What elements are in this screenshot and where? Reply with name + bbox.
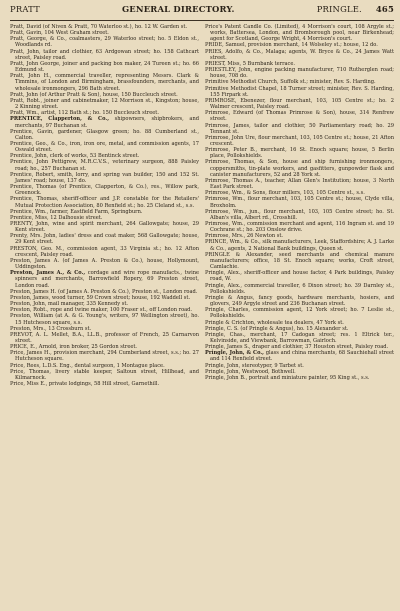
entry-name: PREVOT, A. L. Mellet,: [10, 331, 70, 338]
entry-details: provision merchant, 294 Cumberland street, s.s.; ho. 27 Hutcheson square.: [15, 350, 199, 363]
entry-details: 70 Waterloo st.), ho. 12 W. Garden st.: [90, 24, 188, 30]
directory-entry: [10, 61, 199, 73]
directory-entry: [10, 98, 199, 110]
entry-name: Primitive Methodist Chapel,: [205, 85, 279, 92]
entry-details: stereotyper, 9 Tarbet st.: [241, 362, 304, 369]
entry-name: Primrose, Thomas,: [205, 159, 256, 166]
entry-details: B.A., LL.B., professor of French, 25 Carnarvon street.: [15, 331, 199, 344]
left-column: [10, 24, 199, 387]
entry-name: Pringle, John B.,: [205, 374, 248, 381]
entry-name: Primitive Methodist Church,: [205, 79, 279, 86]
directory-entry: [205, 110, 394, 122]
entry-details: 12 Dalhousie street.: [50, 214, 103, 221]
directory-entry: [10, 313, 199, 325]
entry-details: farmer, Eastfield Farm, Springburn.: [49, 208, 143, 215]
entry-name: Pratt, John George,: [10, 60, 61, 67]
entry-details: rope and twine maker, 100 Fraser st., off London road.: [50, 307, 193, 314]
header-left: PRATT: [10, 4, 40, 14]
entry-name: PRINCE, Wm., & Co.,: [205, 239, 261, 246]
entry-details: (at A. & G. Young's, writers, 97 Wellington street), ho. 15 Hutcheson square, s.s.: [15, 313, 199, 326]
entry-details: flour merchant, 103, 105 Centre st.; house, 21 Afton crescent.: [210, 134, 394, 147]
directory-entry: [10, 172, 199, 184]
entry-name: Preston, Mrs.,: [10, 325, 47, 332]
entry-name: Pratt, David (of Niven & Pratt,: [10, 24, 89, 30]
entry-details: 104 West Graham street.: [44, 30, 109, 37]
directory-entry: [205, 375, 394, 381]
entry-name: Pratt, Robt.,: [10, 97, 43, 104]
entry-name: Primrose, Wm.,: [205, 208, 247, 215]
entry-name: Preston, John,: [10, 301, 47, 308]
entry-name: Pratt, Gavin,: [10, 30, 43, 37]
directory-entry: [10, 196, 199, 208]
directory-entry: [10, 350, 199, 362]
entry-details: flour merchant, 103, 105 Centre st.; house, Clyde villa, Broxholm.: [210, 196, 394, 209]
entry-details: seed merchants and chemical manure manufacturers; office, 18 St. Enoch square; works, Croft street, Camlachie.: [210, 251, 394, 271]
entry-details: artist, 112 Bath st.; ho. 150 Buccleuch street.: [41, 110, 159, 117]
entry-name: Primrose, John Ure,: [205, 134, 257, 141]
directory-entry: [205, 270, 394, 282]
entry-details: teacher, Allan Glen's Institution; house, 3 North East Park street.: [210, 177, 394, 191]
entry-details: commercial traveller, 6 Dixon street; ho. 39 Darnley st., Pollokshields.: [210, 282, 394, 295]
entry-name: Preston, Robt.,: [10, 307, 49, 314]
entry-name: Preston, James H.: [10, 288, 57, 295]
directory-entry: [205, 283, 394, 295]
entry-name: Pratt, John H.,: [10, 73, 52, 80]
entry-name: PRINGLE & Alexander,: [205, 251, 274, 258]
entry-name: Pringle, John,: [205, 368, 241, 375]
directory-entry: [205, 209, 394, 221]
directory-entry: [205, 147, 394, 159]
entry-name: Primrose, Wm.,: [205, 196, 246, 203]
entry-name: Price, Thomas,: [10, 368, 52, 375]
entry-details: sheriff-officer and J.P. constable for the Retailers' Mutual Protection Association, 80 Renfield st.; ho. 25 Cleland st., s.s.: [15, 196, 199, 209]
entry-name: Price's Patent Candle Co.: [205, 24, 273, 30]
entry-details: portrait and miniature painter, 95 King st., s.s.: [248, 374, 370, 381]
entry-name: Primrose, Wm.,: [205, 190, 245, 197]
page-header: [10, 4, 394, 18]
directory-entry: [205, 24, 394, 42]
entry-name: Prentice, Wm.,: [10, 208, 49, 215]
entry-details: & Co., coalmasters, 29 Waterloo street; ho. 5 Eldon st., Woodlands rd.: [15, 36, 199, 49]
entry-details: & Co., iron, iron ore, metal, and commission agents, 17 Oswald street.: [15, 140, 199, 154]
entry-name: PRIESTLEY, John,: [205, 67, 253, 74]
entry-name: PRIMROSE, Ebenezer,: [205, 97, 266, 104]
directory-entry: [10, 49, 199, 61]
entry-name: Pratt, George,: [10, 36, 48, 43]
entry-name: PRENTICE, Clapperton, & Co.,: [10, 116, 109, 123]
entry-name: PRICE, E., Arnold,: [10, 344, 58, 351]
entry-name: Price, Miss E.,: [10, 381, 48, 388]
directory-entry: [10, 159, 199, 171]
entry-details: fancy goods, hardware merchants, hosiers, and glovers, 249 Argyle street and 236 Buchanan street.: [210, 294, 394, 308]
entry-name: Primrose, Peter B.,: [205, 147, 258, 154]
entry-details: commission agent, 12 York street; ho. 7 Leslie st., Pollokshields.: [210, 307, 394, 320]
entry-details: draper and clothier, 37 Houston street, Paisley road.: [252, 344, 389, 351]
entry-details: & Sons, flour millers, 103, 105 Centre st., s.s.: [246, 190, 365, 197]
directory-entry: [10, 258, 199, 270]
entry-details: tailor and clothier, 63 Ardgowan street; ho. 158 Cathcart street, Paisley road.: [15, 48, 199, 61]
entry-name: Prentice, Geo.,: [10, 140, 49, 147]
entry-name: Prentice, Thomas,: [10, 196, 59, 203]
entry-name: Primrose, James,: [205, 122, 251, 129]
entry-details: joiner and cabinetmaker, 12 Morrison st., Kingston; house, 2 Kinning street.: [15, 97, 199, 111]
entry-name: Pratt, John,: [10, 48, 41, 55]
entry-details: L.D.S. Eng., dental surgeon, 1 Montague place.: [42, 362, 165, 369]
entry-details: (of Thomas Primrose & Son), house, 314 Renfrew street.: [210, 110, 394, 123]
entry-details: commercial traveller, representing Messrs. Clark & Timmins, of London and Birmingham, brassfounders, merchants, and wholesale ironmongers, 296 Bath street.: [15, 73, 199, 92]
directory-entry: [205, 239, 394, 251]
entry-name: Pratt, Wm.,: [10, 110, 40, 117]
entry-name: Pringle, Alex.,: [205, 282, 243, 289]
directory-entry: [10, 332, 199, 344]
entry-details: Malaga; agents, W. Bryce & Co., 24 James Watt street.: [210, 48, 394, 61]
entry-details: commission merchant and agent, 116 Ingram st. and 19 Cochrane st.; ho. 203 Onslow drive.: [210, 221, 394, 234]
entry-details: 5 Burnbank terrace.: [242, 60, 296, 67]
directory-entry: [205, 123, 394, 135]
entry-details: Pettigrew, M.R.C.V.S., veterinary surgeon, 888 Paisley road; ho., 257 Buchanan st.: [15, 159, 199, 172]
directory-entry: [10, 184, 199, 196]
directory-entry: [10, 233, 199, 245]
entry-details: cordage and wire rope manufacts., twine spinners and merchants, Barrowfield Ropery, 69 Preston street, London road.: [15, 270, 199, 289]
directory-entry: [205, 332, 394, 344]
entry-name: Prentice, John: [10, 159, 49, 166]
directory-columns: [10, 24, 394, 387]
page-number: 465: [375, 4, 394, 14]
entry-name: Pringle, John, & Co.,: [205, 350, 264, 357]
entry-details: provision merchant, 14 Wolseley st.; house, 12 do.: [247, 42, 378, 49]
entry-details: 18 Turner street; minister, Rev. S. Harding, 155 Firpark st.: [210, 85, 394, 98]
directory-entry: [10, 246, 199, 258]
entry-details: (of James A. Preston & Co.), house, Hollymount, Uddingston.: [15, 257, 199, 271]
entry-details: 26 Newton st.: [246, 233, 284, 240]
directory-entry: [10, 381, 199, 387]
entry-details: iron broker, 25 Gordon street.: [59, 344, 138, 351]
directory-entry: [205, 350, 394, 362]
header-right: PRINGLE.: [316, 4, 362, 14]
directory-entry: [10, 116, 199, 128]
header-rule: [10, 20, 394, 21]
entry-details: sheriff-officer and house factor, 4 Park buildings, Paisley road, W.: [210, 270, 394, 283]
entry-details: clerk of works, 53 Bentinck street.: [49, 153, 140, 160]
directory-entry: [10, 141, 199, 153]
entry-name: Preston, William: [10, 313, 54, 320]
entry-name: PRIEST, Miss,: [205, 60, 242, 67]
entry-name: Pringle, James S.,: [205, 344, 251, 351]
entry-name: Prentice, Thomas: [10, 184, 57, 191]
directory-entry: [10, 129, 199, 141]
entry-details: shipowners, shipbrokers, and merchants, 97 Buchanan st.: [15, 116, 199, 129]
right-column: [205, 24, 394, 387]
entry-details: flour merchant, 103, 105 Centre st.; ho. 2 Walmer crescent, Paisley road.: [210, 97, 394, 111]
directory-entry: [205, 67, 394, 79]
entry-details: glass and china merchants, 68 Sauchiehall street and 114 Renfield street.: [210, 350, 394, 363]
header-title: GENERAL DIRECTORY.: [121, 4, 235, 14]
entry-name: Primrose, Edward: [205, 110, 254, 117]
entry-name: PRENTY, John,: [10, 221, 50, 227]
directory-entry: [205, 159, 394, 177]
entry-details: joiner and packing box maker, 24 Tureen st.; ho. 66 Edmund st.: [15, 60, 199, 74]
entry-details: merchant, 17 Cadogan street; res. 1 Eltrick ter., Kelvinside, and Viewbank, Barrowman, Gairloch.: [210, 331, 394, 344]
entry-details: silk manufacturers, Leek, Staffordshire; A. J. Larke & Co., agents, 2 National Bank buildings, Queen st.: [210, 239, 394, 252]
directory-entry: [10, 73, 199, 91]
entry-details: (of Prentice, Clapperton, & Co.), res., Willow park, Greenock.: [15, 184, 199, 197]
entry-name: PRIDE, Samuel,: [205, 42, 247, 49]
directory-entry: [10, 36, 199, 48]
directory-entry: [205, 252, 394, 270]
directory-entry: [205, 196, 394, 208]
entry-name: PRIES, Adolfo, & Co.,: [205, 48, 264, 55]
entry-details: mail manager, 335 Kennedy st.: [48, 301, 129, 308]
entry-name: Pringle & Angus,: [205, 294, 255, 301]
entry-details: tailor and clothier, 50 Parliamentary road; ho. 29 Tennant st.: [210, 122, 394, 135]
directory-entry: [10, 221, 199, 233]
entry-details: wine and spirit merchant, 264 Gallowgate; house, 29 Kent street.: [15, 221, 199, 234]
entry-details: jun., flour merchant, 103, 105 Centre street; ho. St. Alban's villa, Albert rd., Crosshill.: [210, 208, 394, 221]
entry-name: Primrose, Mrs.,: [205, 233, 246, 240]
entry-name: Pringle, Charles,: [205, 307, 250, 314]
entry-details: gardener, Glasgow green; ho. 88 Cumberland st., Calton.: [15, 128, 199, 141]
entry-name: Prentice, John,: [10, 153, 49, 160]
entry-name: Preston, James A., & Co.,: [10, 270, 86, 277]
directory-entry: [205, 135, 394, 147]
entry-name: Prentice, Robert,: [10, 171, 55, 178]
entry-details: (Limited), 4 Morrison's court, 108 Argyle st.; works, Battersea, London, and Bromborough pool, near Birkenhead; agent for Scotland, George Wright, 4 Morrison's court.: [210, 24, 394, 43]
entry-details: 13 Crossburn st.: [48, 325, 92, 332]
entry-name: Prentice, Gavin,: [10, 128, 54, 135]
entry-name: Prentice, Miss,: [10, 214, 49, 221]
entry-details: & Son, house and ship furnishing ironmongers, coppersmiths, tin-plate workers, and gasfitters, gunpowder flask and canister manufacturers, 52 and 28 York st.: [210, 159, 394, 178]
entry-name: Pringle, Alex.,: [205, 270, 242, 277]
entry-name: Preston, James A.: [10, 257, 60, 264]
directory-entry: [205, 86, 394, 98]
directory-entry: [205, 49, 394, 61]
directory-entry: [205, 178, 394, 190]
entry-details: ladies' dress and coat maker, 568 Gallowgate; house, 29 Kent street.: [15, 233, 199, 246]
entry-name: Price, James H.,: [10, 350, 52, 357]
directory-entry: [205, 98, 394, 110]
entry-details: Westwood, Bothwell.: [241, 368, 296, 375]
entry-details: wood turner, 59 Crown street; house, 192 Waddell st.: [51, 294, 191, 301]
entry-details: Suffolk st.; minister, Rev. S. Harding.: [280, 79, 376, 86]
directory-entry: [10, 270, 199, 288]
entry-details: smith, lorry, and spring van builder, 150 and 152 St. James' road; house, 137 do.: [15, 171, 199, 184]
entry-details: merchant, 16 St. Enoch square; house, 5 Berlin place, Pollokshields.: [210, 147, 394, 160]
directory-entry: [205, 221, 394, 233]
entry-name: Pringle, Chas.,: [205, 331, 246, 338]
directory-entry: [10, 369, 199, 381]
entry-details: commission agent, 33 Virginia st.; ho. 12 Afton crescent, Paisley road.: [15, 245, 199, 258]
entry-name: PRESTON, Geo. M.,: [10, 245, 65, 252]
entry-name: Prenty, Mrs. John,: [10, 233, 58, 240]
entry-details: (of Pringle & Angus), ho. 15 Alexander st.: [240, 325, 349, 332]
entry-details: (of James A. Preston & Co.), Preston st., London road.: [57, 288, 198, 295]
entry-details: livery stable keeper, Saltoun street, Hillhead, and Kilmarnock.: [15, 368, 199, 381]
entry-details: wholesale tea dealers, 47 York st.: [257, 319, 344, 326]
entry-details: house, 150 Buccleuch street.: [102, 91, 178, 98]
entry-name: Pringle & Crichton,: [205, 319, 256, 326]
directory-entry: [205, 307, 394, 319]
entry-name: Price, Rees,: [10, 362, 41, 369]
entry-name: Pratt, John (of Arthur Pratt & Son),: [10, 91, 102, 98]
entry-name: Primrose, Wm.,: [205, 221, 246, 227]
directory-entry: [205, 295, 394, 307]
entry-name: Primrose, Thomas A.,: [205, 177, 263, 184]
entry-name: Pringle, C. S.: [205, 325, 239, 332]
entry-name: Pringle, John,: [205, 362, 241, 369]
entry-details: engine packing manufacturer, 710 Rutherglen road; house, 708 do.: [210, 67, 394, 80]
entry-details: private lodgings, 58 Hill street, Garnethill.: [48, 381, 160, 388]
entry-name: Preston, James,: [10, 294, 51, 301]
